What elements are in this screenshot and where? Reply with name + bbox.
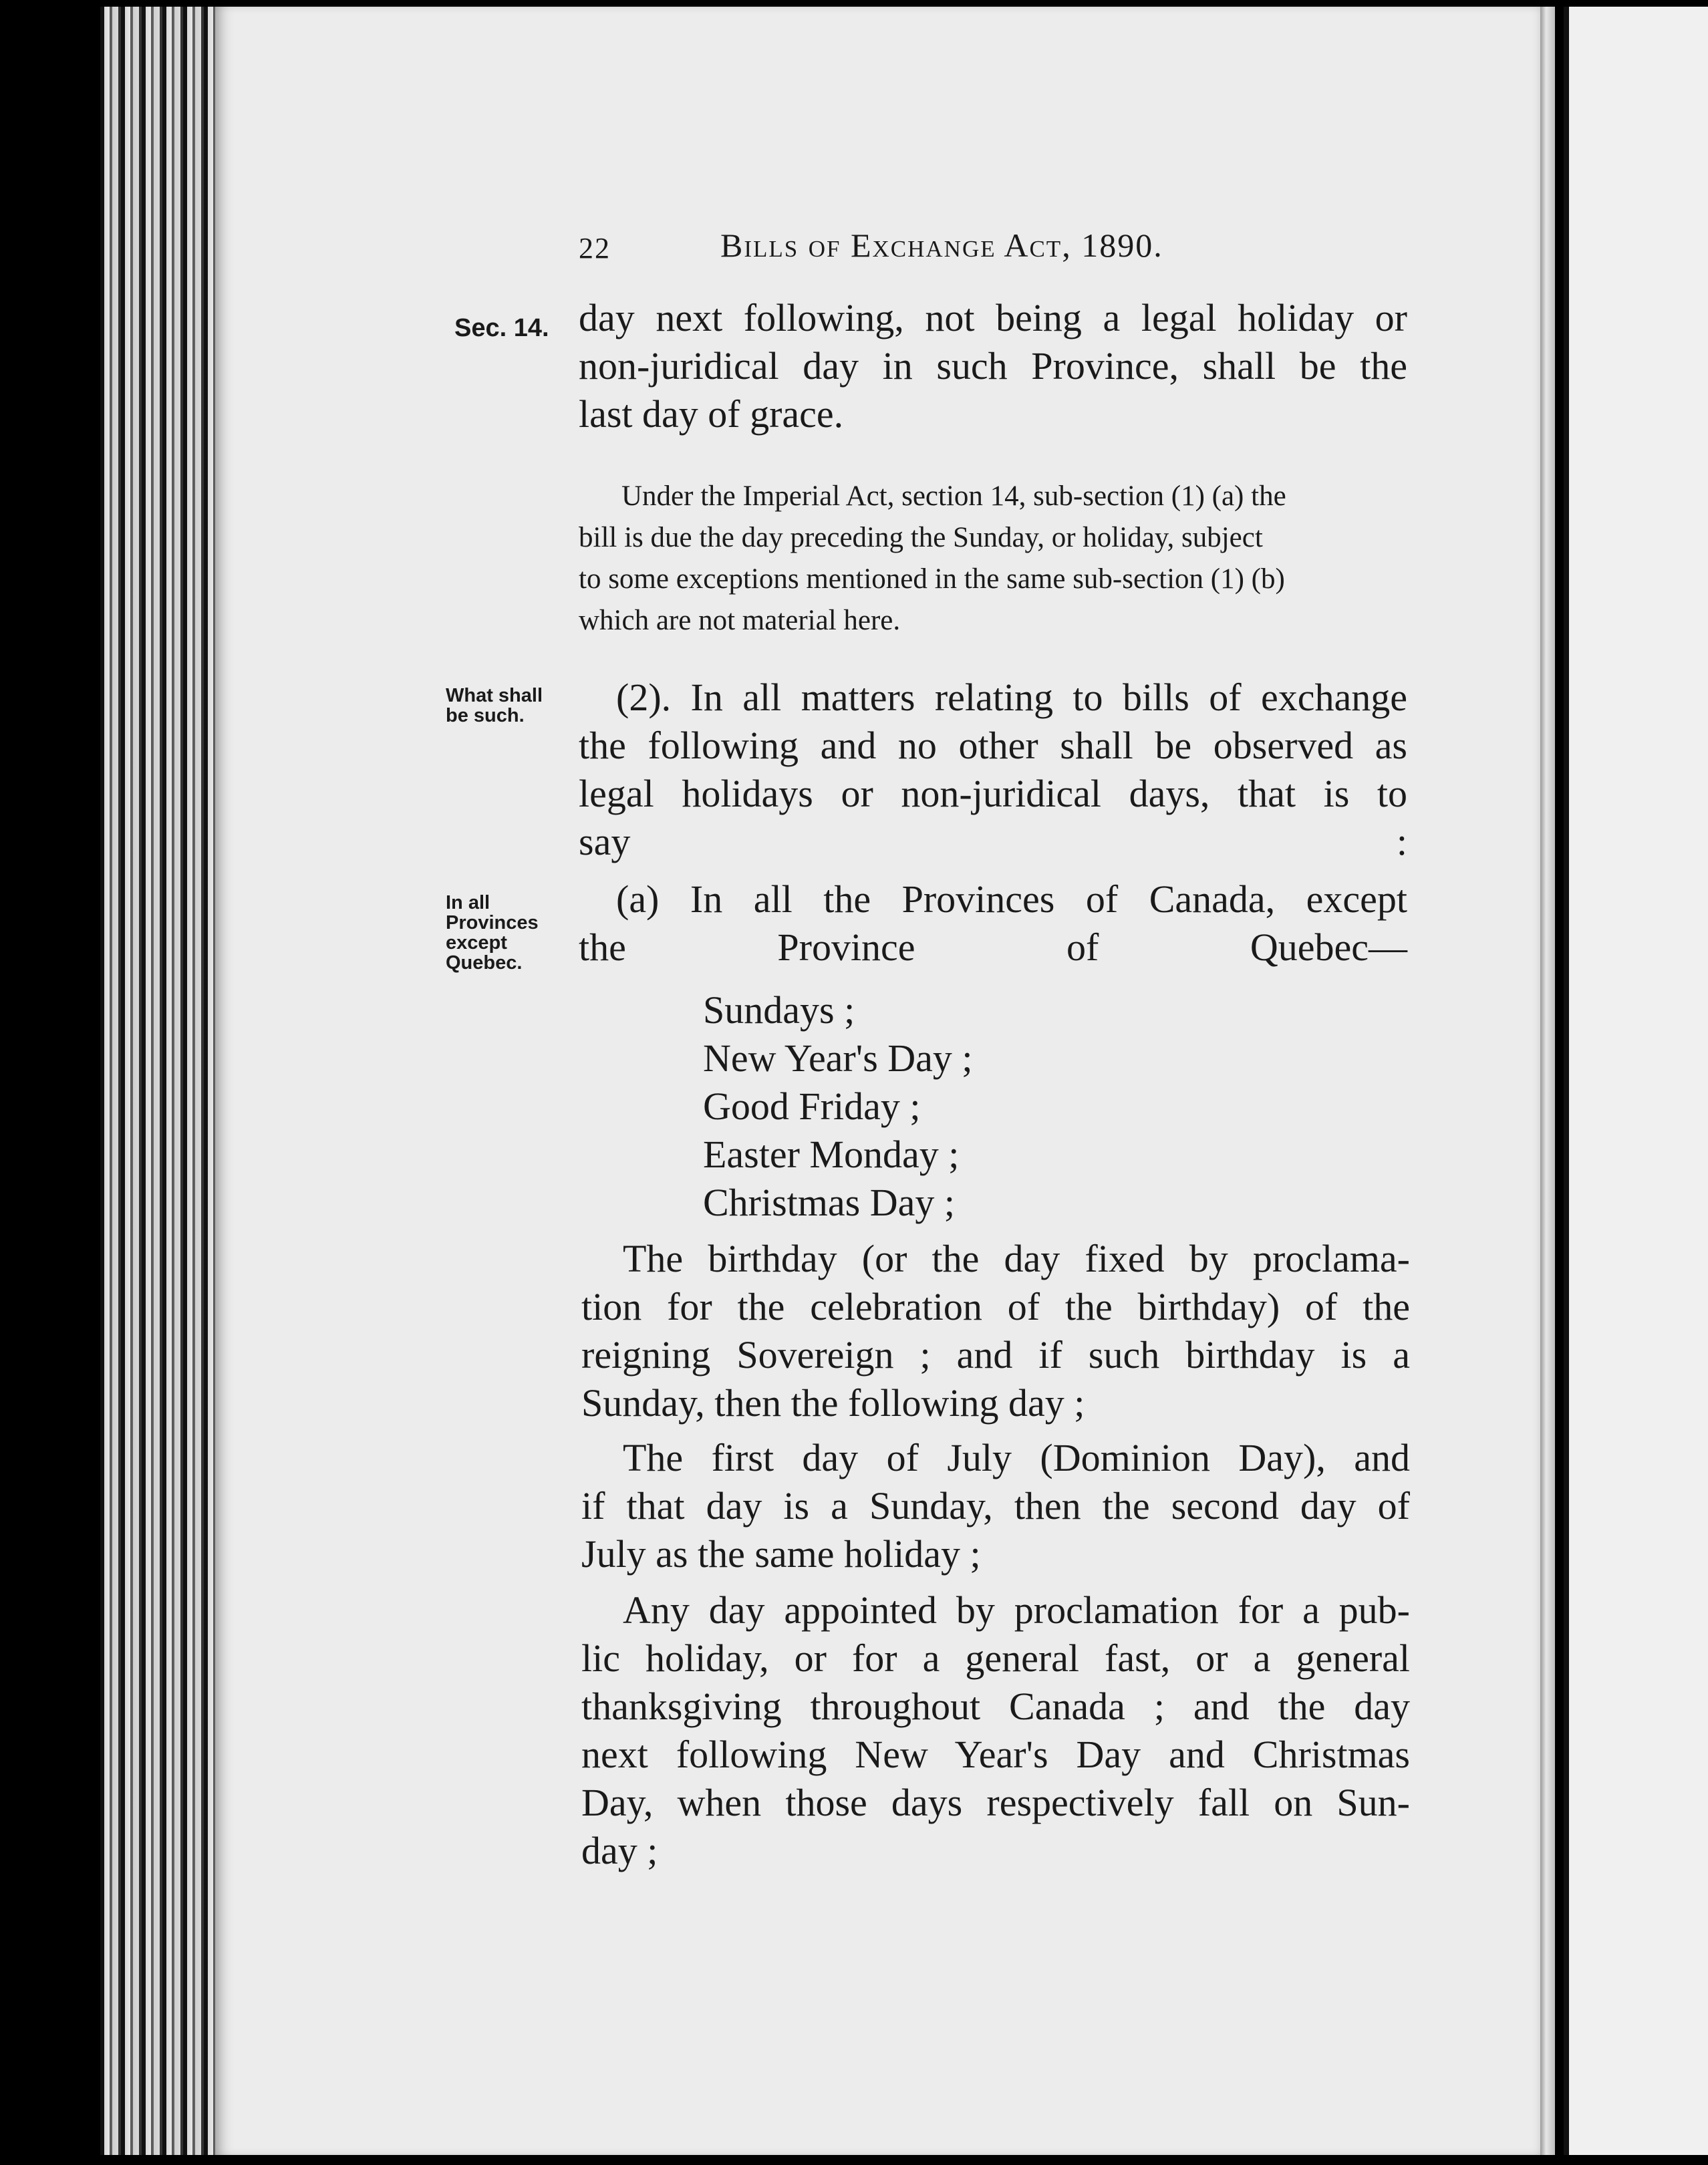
note-line: to some exceptions mentioned in the same sub-section (1) (b)	[579, 563, 1285, 595]
note-line: bill is due the day preceding the Sunday, or holiday, subject	[579, 522, 1263, 553]
text-line: the following and no other shall be observed as	[579, 724, 1407, 767]
text-line: The birthday (or the day fixed by proclama-	[623, 1237, 1410, 1280]
holiday-item: Christmas Day ;	[703, 1181, 955, 1224]
running-head	[579, 226, 1280, 279]
birthday-paragraph	[581, 1235, 1410, 1427]
page-gutter-right	[1540, 7, 1555, 2155]
dominion-day-paragraph	[581, 1434, 1410, 1578]
text-line: legal holidays or non-juridical days, that is to	[579, 772, 1407, 815]
continuation-paragraph	[579, 294, 1407, 438]
page-edges-left	[100, 7, 217, 2155]
holiday-item: Easter Monday ;	[703, 1133, 960, 1176]
note-line: Under the Imperial Act, section 14, sub-section (1) (a) the	[621, 480, 1286, 512]
text-line: (2). In all matters relating to bills of exchange	[616, 676, 1407, 719]
text-line: July as the same holiday ;	[581, 1532, 981, 1576]
text-line: Sunday, then the following day ;	[581, 1381, 1085, 1425]
margin-note-provinces: In all Provinces except Quebec.	[446, 892, 539, 974]
text-line: Day, when those days respectively fall on Sun-	[581, 1781, 1410, 1824]
text-line: (a) In all the Provinces of Canada, except	[616, 877, 1407, 921]
page-number: 22	[579, 232, 611, 265]
holiday-item: Good Friday ;	[703, 1085, 921, 1128]
text-line: day ;	[581, 1829, 658, 1872]
text-line: if that day is a Sunday, then the second day of	[581, 1484, 1410, 1528]
text-line: tion for the celebration of the birthday) of the	[581, 1285, 1410, 1328]
text-line: lic holiday, or for a general fast, or a general	[581, 1636, 1410, 1680]
note-line: which are not material here.	[579, 605, 901, 636]
text-line: last day of grace.	[579, 392, 844, 436]
text-line: reigning Sovereign ; and if such birthday is a	[581, 1333, 1410, 1377]
commentary-note	[579, 476, 1401, 641]
text-line: non-juridical day in such Province, shall be the	[579, 344, 1407, 388]
margin-note-what-shall: What shall be such.	[446, 685, 543, 726]
clause-a	[579, 875, 1407, 972]
holiday-item: New Year's Day ;	[703, 1036, 973, 1080]
running-title: Bills of Exchange Act, 1890.	[720, 227, 1163, 264]
subsection-2	[579, 674, 1407, 866]
text-line: day next following, not being a legal holiday or	[579, 296, 1407, 339]
text-line: next following New Year's Day and Christmas	[581, 1733, 1410, 1776]
text-line: Any day appointed by proclamation for a pub-	[623, 1588, 1410, 1632]
text-line: The first day of July (Dominion Day), and	[623, 1436, 1410, 1479]
text-line: the Province of Quebec—	[579, 925, 1407, 969]
adjacent-page-edge	[1564, 7, 1708, 2155]
text-line: thanksgiving throughout Canada ; and the day	[581, 1685, 1410, 1728]
section-label: Sec. 14.	[454, 314, 549, 342]
holiday-list	[703, 986, 973, 1227]
holiday-item: Sundays ;	[703, 988, 855, 1032]
text-line: say :	[579, 820, 1407, 863]
proclamation-paragraph	[581, 1586, 1410, 1875]
